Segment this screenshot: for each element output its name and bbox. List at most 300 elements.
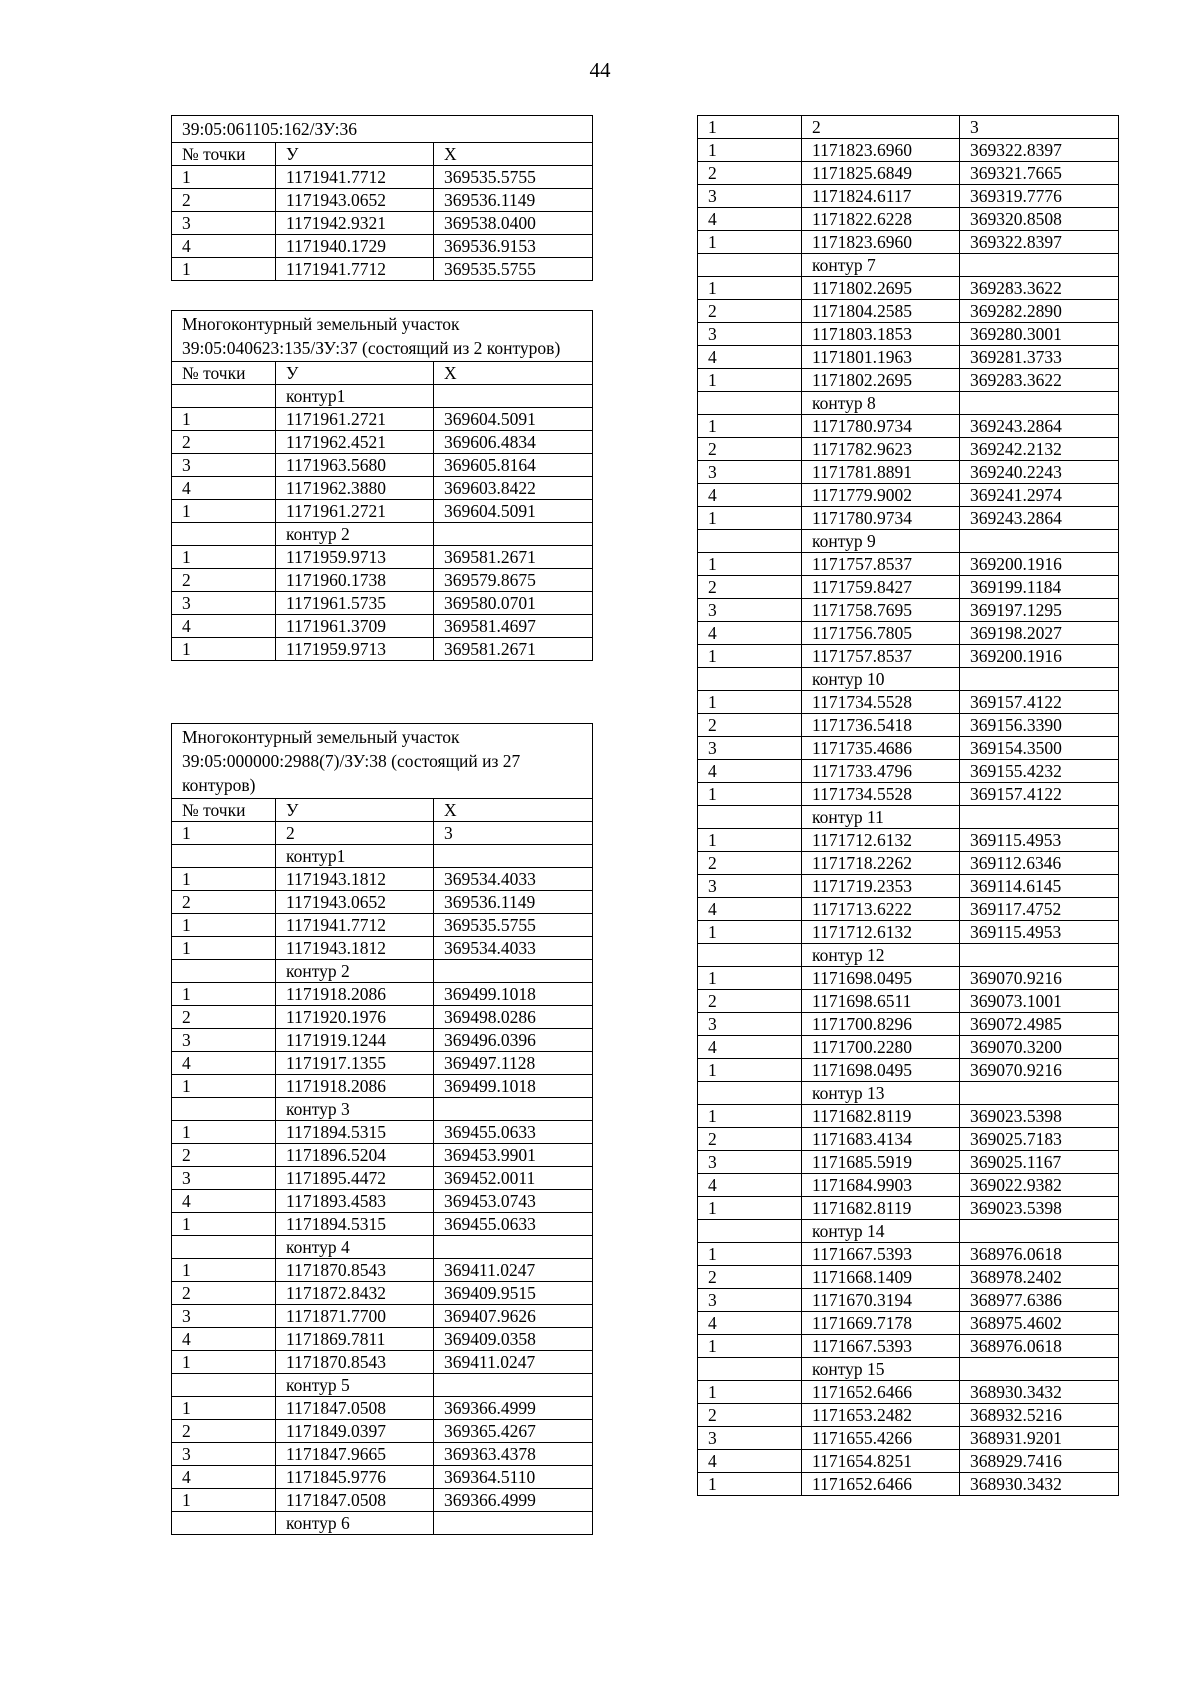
y-coordinate-cell: 1171684.9903 [802,1174,960,1197]
point-number-cell: 4 [172,1466,276,1489]
point-number-cell: 1 [698,691,802,714]
table-row [172,1167,593,1190]
point-number-cell: 4 [698,1036,802,1059]
y-coordinate-cell: 1171683.4134 [802,1128,960,1151]
x-coordinate-cell: 369534.4033 [434,868,593,891]
x-coordinate-cell [434,1098,593,1121]
point-number-cell: 3 [698,323,802,346]
x-coordinate-header: Х [434,362,593,385]
x-coordinate-cell: 369499.1018 [434,1075,593,1098]
x-coordinate-cell: 369023.5398 [960,1197,1119,1220]
table-row [698,484,1119,507]
table-row [698,1059,1119,1082]
contour-label-row [172,1098,593,1121]
table-row [698,645,1119,668]
y-coordinate-cell: 1171712.6132 [802,921,960,944]
x-coordinate-cell: 369604.5091 [434,408,593,431]
x-coordinate-cell [434,1236,593,1259]
point-number-cell: 3 [698,737,802,760]
x-coordinate-cell: 369536.9153 [434,235,593,258]
x-coordinate-cell: 369320.8508 [960,208,1119,231]
y-coordinate-cell: 1171719.2353 [802,875,960,898]
x-coordinate-cell [960,530,1119,553]
x-coordinate-cell: 369606.4834 [434,431,593,454]
x-coordinate-cell: 369407.9626 [434,1305,593,1328]
table-row [172,431,593,454]
point-number-cell [698,806,802,829]
y-coordinate-cell: 1171780.9734 [802,415,960,438]
y-coordinate-cell: 1171682.8119 [802,1105,960,1128]
table-row [172,477,593,500]
point-number-cell: 3 [698,1289,802,1312]
point-number-cell: 4 [698,1450,802,1473]
point-number-cell: 1 [698,415,802,438]
point-number-cell: 1 [698,1197,802,1220]
point-number-cell: 4 [172,477,276,500]
y-coordinate-cell: 1171803.1853 [802,323,960,346]
table-row [698,783,1119,806]
x-coordinate-cell: 369455.0633 [434,1121,593,1144]
table-header-row [172,143,593,166]
point-number-cell: 1 [698,967,802,990]
table-row [172,983,593,1006]
point-number-cell: 1 [698,1381,802,1404]
y-coordinate-cell: 1171871.7700 [276,1305,434,1328]
y-coordinate-cell: 1171733.4796 [802,760,960,783]
table-row [698,369,1119,392]
point-number-cell [172,1098,276,1121]
point-number-cell: 2 [698,1266,802,1289]
x-coordinate-cell: 369579.8675 [434,569,593,592]
x-coordinate-cell: 369072.4985 [960,1013,1119,1036]
point-number-cell: 2 [172,1006,276,1029]
point-number-cell [698,944,802,967]
contour-label: контур 10 [802,668,960,691]
point-number-cell: 1 [172,937,276,960]
point-number-cell [698,1358,802,1381]
x-coordinate-cell: 369154.3500 [960,737,1119,760]
y-coordinate-cell: 1171655.4266 [802,1427,960,1450]
point-number-cell: 1 [172,1121,276,1144]
table-row [698,898,1119,921]
point-number-cell: 3 [172,1443,276,1466]
contour-label: контур 2 [276,523,434,546]
y-coordinate-cell: 1171959.9713 [276,638,434,661]
point-number-cell: 1 [698,645,802,668]
table-row [698,323,1119,346]
x-coordinate-cell: 369411.0247 [434,1351,593,1374]
contour-label-row [698,668,1119,691]
y-coordinate-cell: 1171682.8119 [802,1197,960,1220]
x-coordinate-cell: 369200.1916 [960,645,1119,668]
table-row [698,1289,1119,1312]
y-coordinate-header: У [276,799,434,822]
point-number-cell: 3 [698,1151,802,1174]
table-row [698,1427,1119,1450]
contour-label: контур 8 [802,392,960,415]
y-coordinate-cell: 1171698.6511 [802,990,960,1013]
point-number-header: № точки [172,362,276,385]
point-number-cell: 2 [172,189,276,212]
x-coordinate-cell: 369409.9515 [434,1282,593,1305]
y-coordinate-cell: 1171652.6466 [802,1381,960,1404]
y-coordinate-cell: 1171962.4521 [276,431,434,454]
y-coordinate-cell: 1171940.1729 [276,235,434,258]
table-row [698,1036,1119,1059]
x-coordinate-cell [960,1220,1119,1243]
y-coordinate-cell: 1171869.7811 [276,1328,434,1351]
table-row [172,615,593,638]
table-header-row [172,799,593,822]
contour-label: контур 4 [276,1236,434,1259]
table-header-row [172,362,593,385]
x-coordinate-cell: 369197.1295 [960,599,1119,622]
y-coordinate-cell: 1171669.7178 [802,1312,960,1335]
x-coordinate-cell: 369538.0400 [434,212,593,235]
table-row [698,139,1119,162]
table-row [172,868,593,891]
contour-label-row [172,523,593,546]
table-row [172,235,593,258]
x-coordinate-cell [434,1374,593,1397]
point-number-cell [172,385,276,408]
y-coordinate-cell: 1171670.3194 [802,1289,960,1312]
y-coordinate-cell: 1171896.5204 [276,1144,434,1167]
y-coordinate-cell: 1171872.8432 [276,1282,434,1305]
point-number-cell: 4 [172,1190,276,1213]
point-number-cell: 1 [698,553,802,576]
y-coordinate-cell: 1171668.1409 [802,1266,960,1289]
y-coordinate-cell: 1171894.5315 [276,1213,434,1236]
point-number-cell [698,1082,802,1105]
contour-label-row [172,960,593,983]
point-number-cell: 1 [698,507,802,530]
table-row [172,1489,593,1512]
x-coordinate-cell: 369604.5091 [434,500,593,523]
y-coordinate-cell: 1171917.1355 [276,1052,434,1075]
point-number-cell: 3 [172,1167,276,1190]
table-row [698,1197,1119,1220]
y-coordinate-cell: 1171653.2482 [802,1404,960,1427]
x-coordinate-cell: 369199.1184 [960,576,1119,599]
point-number-cell [698,1220,802,1243]
point-number-cell: 3 [172,592,276,615]
y-coordinate-cell: 1171757.8537 [802,645,960,668]
y-coordinate-cell: 1171698.0495 [802,967,960,990]
table-title-row [172,724,593,799]
y-coordinate-cell: 1171918.2086 [276,1075,434,1098]
table-row [698,1381,1119,1404]
contour-label: контур 3 [276,1098,434,1121]
y-coordinate-cell: 1171962.3880 [276,477,434,500]
x-coordinate-cell: 369112.6346 [960,852,1119,875]
x-coordinate-cell: 369453.0743 [434,1190,593,1213]
y-coordinate-cell: 1171780.9734 [802,507,960,530]
x-coordinate-cell: 369025.1167 [960,1151,1119,1174]
table-row [172,1052,593,1075]
table-row [698,507,1119,530]
point-number-cell: 1 [698,1059,802,1082]
point-number-cell: 1 [698,829,802,852]
x-coordinate-cell [434,385,593,408]
point-number-cell: 1 [172,166,276,189]
table-row [698,346,1119,369]
x-coordinate-cell: 369283.3622 [960,369,1119,392]
point-number-cell: 3 [698,461,802,484]
y-coordinate-cell: 1171822.6228 [802,208,960,231]
x-coordinate-cell: 368930.3432 [960,1473,1119,1496]
table-row [698,1312,1119,1335]
x-coordinate-cell: 369535.5755 [434,166,593,189]
y-coordinate-cell: 1171943.1812 [276,937,434,960]
point-number-cell: 3 [172,212,276,235]
point-number-cell: 4 [698,622,802,645]
x-coordinate-cell: 369366.4999 [434,1489,593,1512]
contour-label: контур 12 [802,944,960,967]
table-title-row [172,116,593,143]
table-row [698,599,1119,622]
y-coordinate-cell: 1171667.5393 [802,1243,960,1266]
x-coordinate-cell: 369070.3200 [960,1036,1119,1059]
table-row [698,737,1119,760]
y-coordinate-cell: 1171824.6117 [802,185,960,208]
table-row [172,1305,593,1328]
table-row [172,1259,593,1282]
table-title: 39:05:061105:162/ЗУ:36 [172,116,593,143]
table-row [172,1466,593,1489]
point-number-cell: 3 [172,1305,276,1328]
table-row [172,1029,593,1052]
table-row [698,415,1119,438]
point-number-cell: 1 [172,983,276,1006]
x-coordinate-cell: 368929.7416 [960,1450,1119,1473]
point-number-cell: 2 [698,1128,802,1151]
y-coordinate-cell: 1171736.5418 [802,714,960,737]
table-row [698,760,1119,783]
point-number-cell [698,530,802,553]
y-coordinate-cell: 1171802.2695 [802,369,960,392]
table-row [172,592,593,615]
contour-label: контур 15 [802,1358,960,1381]
y-coordinate-cell: 1171961.2721 [276,408,434,431]
y-coordinate-header: У [276,362,434,385]
point-number-cell: 1 [698,1243,802,1266]
table-row [698,277,1119,300]
x-coordinate-cell: 369073.1001 [960,990,1119,1013]
table-row [172,1328,593,1351]
table-row [172,546,593,569]
point-number-cell: 1 [172,258,276,281]
x-coordinate-cell: 368975.4602 [960,1312,1119,1335]
point-number-cell: 4 [172,615,276,638]
point-number-cell: 3 [172,1029,276,1052]
y-coordinate-cell: 1171943.0652 [276,189,434,212]
point-number-cell [172,960,276,983]
point-number-cell: 2 [698,990,802,1013]
y-coordinate-cell: 1171698.0495 [802,1059,960,1082]
x-coordinate-cell: 369243.2864 [960,415,1119,438]
table-row [698,990,1119,1013]
point-number-cell: 1 [172,1259,276,1282]
point-number-cell: 3 [698,1427,802,1450]
y-coordinate-cell: 1171759.8427 [802,576,960,599]
table-row [698,852,1119,875]
table-row [698,1174,1119,1197]
x-coordinate-cell: 369496.0396 [434,1029,593,1052]
x-coordinate-header: Х [434,799,593,822]
point-number-cell: 2 [172,431,276,454]
table-row [172,500,593,523]
point-number-cell [172,1512,276,1535]
y-coordinate-cell: 1171712.6132 [802,829,960,852]
table-row [172,1121,593,1144]
y-coordinate-cell: 1171700.8296 [802,1013,960,1036]
y-coordinate-cell: 1171802.2695 [802,277,960,300]
x-coordinate-cell [960,668,1119,691]
contour-label-row [698,944,1119,967]
x-coordinate-cell: 369603.8422 [434,477,593,500]
x-coordinate-cell: 369366.4999 [434,1397,593,1420]
y-coordinate-cell: 1171825.6849 [802,162,960,185]
x-coordinate-cell [434,845,593,868]
y-coordinate-cell: 1171654.8251 [802,1450,960,1473]
point-number-cell: 3 [172,454,276,477]
contour-label-row [172,385,593,408]
point-number-cell: 2 [172,1144,276,1167]
x-coordinate-cell [434,1512,593,1535]
point-number-cell: 4 [698,1174,802,1197]
point-number-cell [698,254,802,277]
point-number-cell: 1 [172,500,276,523]
coordinates-table-zu38-continued [697,115,1119,1496]
table-row [698,1105,1119,1128]
contour-label: контур 14 [802,1220,960,1243]
x-coordinate-cell: 369022.9382 [960,1174,1119,1197]
point-number-cell: 4 [172,235,276,258]
y-coordinate-cell: 1171782.9623 [802,438,960,461]
x-coordinate-cell: 369580.0701 [434,592,593,615]
contour-label: контур 9 [802,530,960,553]
table-row [698,1243,1119,1266]
y-coordinate-cell: 1171941.7712 [276,258,434,281]
y-coordinate-cell: 1171894.5315 [276,1121,434,1144]
x-coordinate-cell [960,944,1119,967]
point-number-cell: 1 [172,408,276,431]
y-coordinate-cell: 1171801.1963 [802,346,960,369]
y-coordinate-cell: 2 [802,116,960,139]
x-coordinate-cell: 369365.4267 [434,1420,593,1443]
point-number-cell: 3 [698,875,802,898]
point-number-cell: 2 [698,576,802,599]
contour-label-row [698,530,1119,553]
point-number-cell: 4 [698,1312,802,1335]
x-coordinate-cell: 369535.5755 [434,258,593,281]
y-coordinate-cell: 2 [276,822,434,845]
x-coordinate-cell [960,806,1119,829]
x-coordinate-cell: 369322.8397 [960,231,1119,254]
x-coordinate-cell: 368976.0618 [960,1243,1119,1266]
coordinates-table-zu37 [171,310,593,661]
x-coordinate-cell: 369157.4122 [960,783,1119,806]
x-coordinate-cell: 369535.5755 [434,914,593,937]
y-coordinate-cell: 1171941.7712 [276,914,434,937]
y-coordinate-cell: 1171943.1812 [276,868,434,891]
contour-label: контур 6 [276,1512,434,1535]
x-coordinate-cell: 368931.9201 [960,1427,1119,1450]
y-coordinate-cell: 1171961.5735 [276,592,434,615]
x-coordinate-cell: 369364.5110 [434,1466,593,1489]
table-row [698,461,1119,484]
x-coordinate-cell: 368930.3432 [960,1381,1119,1404]
point-number-cell: 1 [172,1489,276,1512]
x-coordinate-cell: 369070.9216 [960,1059,1119,1082]
point-number-cell: 4 [698,760,802,783]
y-coordinate-cell: 1171870.8543 [276,1351,434,1374]
table-row [698,576,1119,599]
y-coordinate-cell: 1171779.9002 [802,484,960,507]
table-title-row [172,311,593,362]
y-coordinate-cell: 1171941.7712 [276,166,434,189]
x-coordinate-cell: 369115.4953 [960,829,1119,852]
table-row [698,208,1119,231]
y-coordinate-cell: 1171847.0508 [276,1397,434,1420]
x-coordinate-cell: 369243.2864 [960,507,1119,530]
table-row [698,1335,1119,1358]
x-coordinate-cell: 369023.5398 [960,1105,1119,1128]
x-coordinate-cell: 369605.8164 [434,454,593,477]
point-number-cell: 2 [172,1282,276,1305]
contour-label-row [172,1236,593,1259]
table-row [172,1351,593,1374]
point-number-cell: 4 [698,346,802,369]
point-number-cell: 1 [172,638,276,661]
table-row [172,638,593,661]
point-number-cell: 3 [698,599,802,622]
x-coordinate-cell: 369497.1128 [434,1052,593,1075]
point-number-cell: 2 [698,162,802,185]
x-coordinate-cell [960,254,1119,277]
y-coordinate-cell: 1171959.9713 [276,546,434,569]
x-coordinate-cell: 369536.1149 [434,189,593,212]
contour-label-row [172,845,593,868]
contour-label-row [698,1358,1119,1381]
y-coordinate-cell: 1171718.2262 [802,852,960,875]
table-row [698,1013,1119,1036]
x-coordinate-cell: 369280.3001 [960,323,1119,346]
contour-label-row [698,1220,1119,1243]
x-coordinate-cell: 369198.2027 [960,622,1119,645]
x-coordinate-cell: 369536.1149 [434,891,593,914]
point-number-cell: 1 [172,1213,276,1236]
x-coordinate-cell: 369115.4953 [960,921,1119,944]
point-number-cell: 4 [698,484,802,507]
x-coordinate-cell: 368976.0618 [960,1335,1119,1358]
table-row [172,408,593,431]
contour-label-row [172,1512,593,1535]
point-number-cell: 2 [698,1404,802,1427]
x-coordinate-cell [960,1082,1119,1105]
y-coordinate-cell: 1171961.3709 [276,615,434,638]
table-row [172,1006,593,1029]
table-row [172,914,593,937]
point-number-cell: 1 [698,369,802,392]
x-coordinate-cell: 368932.5216 [960,1404,1119,1427]
x-coordinate-cell: 369282.2890 [960,300,1119,323]
x-coordinate-cell [960,1358,1119,1381]
x-coordinate-cell: 369363.4378 [434,1443,593,1466]
point-number-cell: 1 [172,914,276,937]
x-coordinate-cell: 369409.0358 [434,1328,593,1351]
